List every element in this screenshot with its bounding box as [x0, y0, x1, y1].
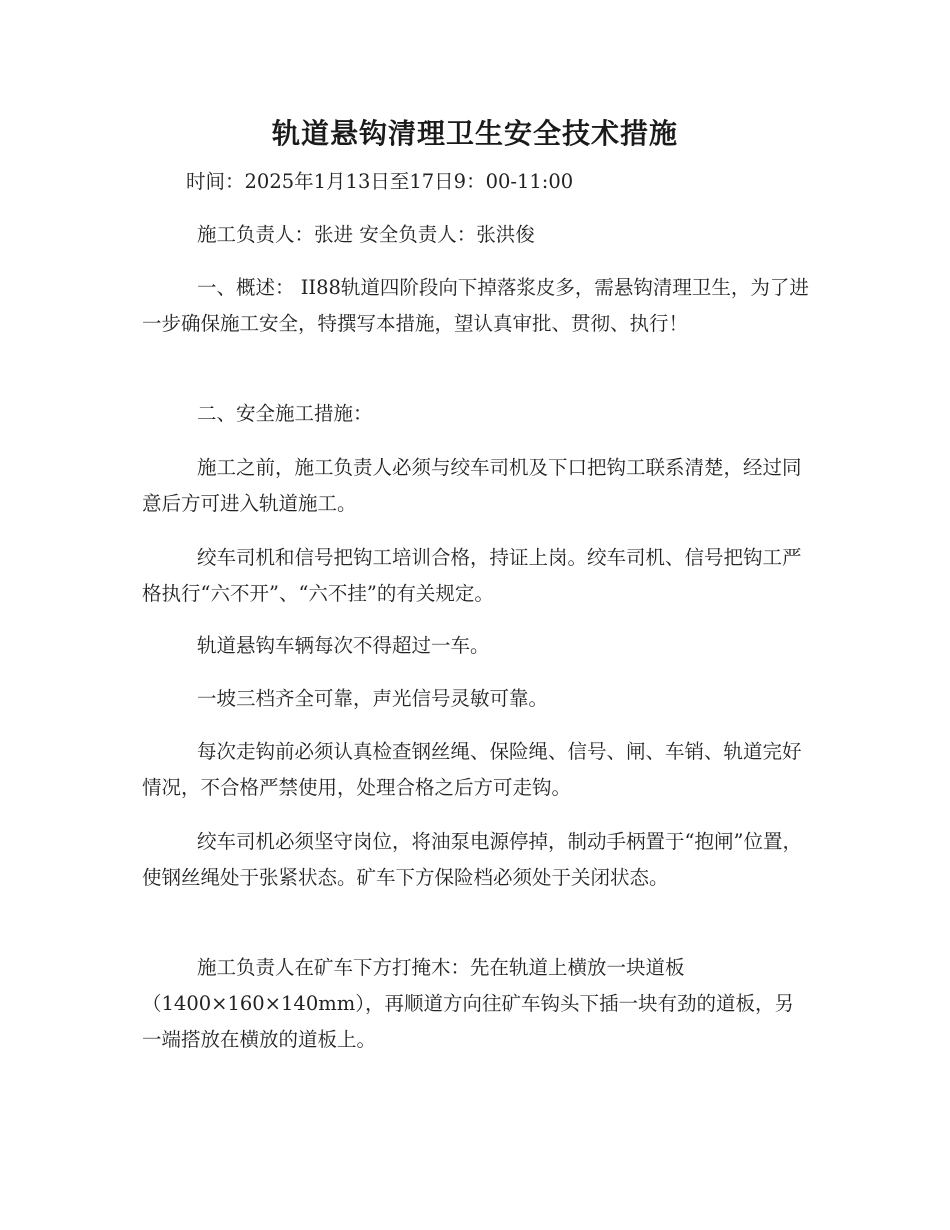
measure-paragraph: 每次走钩前必须认真检查钢丝绳、保险绳、信号、闸、车销、轨道完好情况，不合格严禁使用，处理合格之后方可走钩。	[142, 740, 802, 799]
measure-paragraph: 轨道悬钩车辆每次不得超过一车。	[197, 634, 490, 657]
overview-paragraph: 一、概述： II88轨道四阶段向下掉落浆皮多，需悬钩清理卫生，为了进一步确保施工安全，特撰写本措施，望认真审批、贯彻、执行！	[142, 276, 809, 335]
time-line: 时间：2025年1月13日至17日9：00-11:00	[186, 170, 574, 193]
measure-paragraph: 绞车司机和信号把钩工培训合格，持证上岗。绞车司机、信号把钩工严格执行“六不开”、“六不挂”的有关规定。	[142, 546, 802, 605]
section-heading-safety-measures: 二、安全施工措施：	[197, 402, 373, 425]
document-title: 轨道悬钩清理卫生安全技术措施	[271, 117, 678, 150]
measure-paragraph: 施工负责人在矿车下方打掩木：先在轨道上横放一块道板（1400×160×140mm），再顺道方向往矿车钩头下插一块有劲的道板，另一端搭放在横放的道板上。	[142, 956, 794, 1051]
measure-paragraph: 绞车司机必须坚守岗位，将油泵电源停掉，制动手柄置于“抱闸”位置，使钢丝绳处于张紧状态。矿车下方保险档必须处于关闭状态。	[142, 830, 802, 889]
responsible-line: 施工负责人：张进 安全负责人：张洪俊	[197, 223, 535, 246]
measure-paragraph: 施工之前，施工负责人必须与绞车司机及下口把钩工联系清楚，经过同意后方可进入轨道施工。	[142, 456, 802, 515]
measure-paragraph: 一坡三档齐全可靠，声光信号灵敏可靠。	[197, 687, 549, 710]
